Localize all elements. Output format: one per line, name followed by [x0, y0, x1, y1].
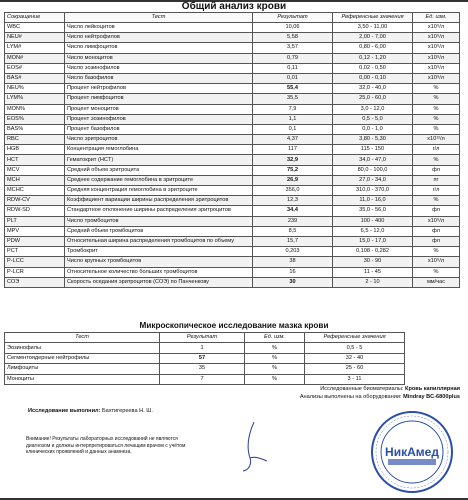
cell-ref: 100 - 400	[333, 216, 413, 226]
micro-cell-result: 35	[160, 364, 245, 374]
table-row	[5, 216, 460, 226]
cell-ref: 32,0 - 40,0	[333, 84, 413, 94]
cell-abbr: BAS#	[5, 73, 65, 83]
cell-abbr: EOS#	[5, 63, 65, 73]
micro-cell-unit: %	[245, 374, 305, 384]
biomaterial-value: Кровь капиллярная	[405, 386, 460, 392]
cell-abbr: PCT	[5, 247, 65, 257]
cell-unit: x10⁹/л	[413, 33, 460, 43]
table-row	[5, 155, 460, 165]
cell-abbr: PLT	[5, 216, 65, 226]
cell-unit: г/л	[413, 186, 460, 196]
cell-abbr: MCH	[5, 175, 65, 185]
micro-header-result: Результат	[160, 333, 245, 343]
table-row	[5, 94, 460, 104]
cell-abbr: MCV	[5, 165, 65, 175]
cell-ref: 0,00 - 0,10	[333, 73, 413, 83]
cell-unit: фл	[413, 165, 460, 175]
report-title: Общий анализ крови	[181, 1, 287, 12]
cell-ref: 2,00 - 7,00	[333, 33, 413, 43]
cell-test: Процент моноцитов	[65, 104, 253, 114]
cell-abbr: MON#	[5, 53, 65, 63]
cell-result: 32,9	[253, 155, 333, 165]
cell-abbr: MPV	[5, 226, 65, 236]
blood-test-table	[4, 12, 460, 288]
cell-unit: x10¹²/л	[413, 135, 460, 145]
cell-abbr: СОЭ	[5, 277, 65, 287]
cell-unit: x10⁹/л	[413, 73, 460, 83]
cell-abbr: HGB	[5, 145, 65, 155]
cell-result: 7,9	[253, 104, 333, 114]
notice-line-1: Внимание! Результаты лабораторных исследований не являются	[26, 436, 178, 442]
cell-ref: 310,0 - 370,0	[333, 186, 413, 196]
cell-ref: 11 - 45	[333, 267, 413, 277]
cell-result: 356,0	[253, 186, 333, 196]
cell-ref: 30 - 90	[333, 257, 413, 267]
micro-row	[5, 343, 405, 353]
micro-row	[5, 353, 405, 363]
cell-test: Средний объем эритроцита	[65, 165, 253, 175]
cell-abbr: LYM#	[5, 43, 65, 53]
cell-unit: фл	[413, 206, 460, 216]
cell-abbr: BAS%	[5, 124, 65, 134]
header-unit: Ед. изм.	[413, 13, 460, 23]
cell-abbr: EOS%	[5, 114, 65, 124]
cell-test: Концентрация гемоглобина	[65, 145, 253, 155]
cell-test: Процент базофилов	[65, 124, 253, 134]
cell-unit: x10⁹/л	[413, 63, 460, 73]
cell-ref: 0,02 - 0,50	[333, 63, 413, 73]
cell-test: Средняя концентрация гемоглобина в эритроците	[65, 186, 253, 196]
cell-result: 0,01	[253, 73, 333, 83]
biomaterial-line	[320, 386, 460, 392]
cell-abbr: WBC	[5, 23, 65, 33]
table-row	[5, 23, 460, 33]
cell-abbr: P-LCR	[5, 267, 65, 277]
table-row	[5, 73, 460, 83]
cell-test: Число эритроцитов	[65, 135, 253, 145]
stamp-logo-text: НикАмед	[385, 445, 439, 459]
cell-abbr: P-LCC	[5, 257, 65, 267]
cell-test: Тромбокрит	[65, 247, 253, 257]
micro-cell-result: 57	[160, 353, 245, 363]
table-row	[5, 267, 460, 277]
table-row	[5, 104, 460, 114]
cell-abbr: HCT	[5, 155, 65, 165]
table-row	[5, 226, 460, 236]
notice-block	[26, 436, 185, 456]
table-row	[5, 175, 460, 185]
micro-row	[5, 364, 405, 374]
cell-test: Процент эозинофилов	[65, 114, 253, 124]
cell-test: Число лимфоцитов	[65, 43, 253, 53]
cell-result: 3,57	[253, 43, 333, 53]
cell-unit: %	[413, 84, 460, 94]
cell-result: 0,79	[253, 53, 333, 63]
cell-result: 26,9	[253, 175, 333, 185]
table-row	[5, 145, 460, 155]
performer-line	[28, 408, 153, 414]
header-test: Тест	[65, 13, 253, 23]
cell-test: Коэффициент вариации ширины распределения эритроцитов	[65, 196, 253, 206]
microscopy-table	[4, 332, 405, 385]
cell-result: 35,5	[253, 94, 333, 104]
cell-test: Стандартное отклонение ширины распределения эритроцитов	[65, 206, 253, 216]
cell-unit: x10⁹/л	[413, 216, 460, 226]
cell-result: 0,203	[253, 247, 333, 257]
table-row	[5, 277, 460, 287]
table-row	[5, 114, 460, 124]
micro-header-unit: Ед. изм.	[245, 333, 305, 343]
cell-result: 0,1	[253, 124, 333, 134]
table-row	[5, 196, 460, 206]
cell-unit: x10⁹/л	[413, 257, 460, 267]
cell-result: 10,06	[253, 23, 333, 33]
cell-result: 38	[253, 257, 333, 267]
micro-cell-result: 7	[160, 374, 245, 384]
micro-cell-result: 1	[160, 343, 245, 353]
cell-test: Число нейтрофилов	[65, 33, 253, 43]
cell-abbr: MON%	[5, 104, 65, 114]
cell-ref: 2 - 10	[333, 277, 413, 287]
cell-test: Число крупных тромбоцитов	[65, 257, 253, 267]
cell-test: Относительное количество больших тромбоцитов	[65, 267, 253, 277]
cell-result: 12,3	[253, 196, 333, 206]
cell-test: Средний объем тромбоцитов	[65, 226, 253, 236]
table-row	[5, 165, 460, 175]
micro-cell-ref: 25 - 60	[305, 364, 405, 374]
micro-cell-unit: %	[245, 364, 305, 374]
micro-cell-unit: %	[245, 343, 305, 353]
cell-result: 55,4	[253, 84, 333, 94]
cell-abbr: NEU%	[5, 84, 65, 94]
cell-ref: 0,12 - 1,20	[333, 53, 413, 63]
cell-abbr: RDW-CV	[5, 196, 65, 206]
cell-ref: 80,0 - 100,0	[333, 165, 413, 175]
micro-header-row	[5, 333, 405, 343]
cell-test: Число лейкоцитов	[65, 23, 253, 33]
microscopy-title: Микроскопическое исследование мазка крови	[139, 321, 329, 330]
cell-abbr: RDW-SD	[5, 206, 65, 216]
cell-ref: 34,0 - 47,0	[333, 155, 413, 165]
cell-test: Процент нейтрофилов	[65, 84, 253, 94]
cell-test: Относительная ширина распределения тромбоцитов по объему	[65, 236, 253, 246]
cell-unit: %	[413, 114, 460, 124]
micro-cell-test: Лимфоциты	[5, 364, 160, 374]
table-row	[5, 206, 460, 216]
cell-unit: x10⁹/л	[413, 53, 460, 63]
table-row	[5, 236, 460, 246]
micro-cell-test: Сегментоядерные нейтрофилы	[5, 353, 160, 363]
header-abbr: Сокращение	[5, 13, 65, 23]
cell-unit: x10⁹/л	[413, 23, 460, 33]
cell-result: 239	[253, 216, 333, 226]
cell-abbr: PDW	[5, 236, 65, 246]
micro-cell-test: Моноциты	[5, 374, 160, 384]
cell-unit: мм/час	[413, 277, 460, 287]
cell-test: Число тромбоцитов	[65, 216, 253, 226]
cell-result: 4,37	[253, 135, 333, 145]
table-row	[5, 186, 460, 196]
table-row	[5, 135, 460, 145]
cell-ref: 6,5 - 12,0	[333, 226, 413, 236]
cell-result: 8,5	[253, 226, 333, 236]
table-row	[5, 84, 460, 94]
table-row	[5, 53, 460, 63]
cell-unit: г/л	[413, 145, 460, 155]
micro-header-ref: Референсные значения	[305, 333, 405, 343]
cell-ref: 0,5 - 5,0	[333, 114, 413, 124]
cell-unit: %	[413, 247, 460, 257]
cell-unit: %	[413, 196, 460, 206]
cell-unit: пг	[413, 175, 460, 185]
clinic-stamp-image	[370, 410, 454, 494]
table-row	[5, 247, 460, 257]
cell-unit: x10⁹/л	[413, 43, 460, 53]
table-row	[5, 124, 460, 134]
micro-cell-ref: 3 - 11	[305, 374, 405, 384]
cell-result: 117	[253, 145, 333, 155]
table-row	[5, 257, 460, 267]
biomaterial-label: Исследованные биоматериалы:	[320, 386, 404, 392]
cell-ref: 3,50 - 11,00	[333, 23, 413, 33]
table-row	[5, 43, 460, 53]
cell-result: 0,11	[253, 63, 333, 73]
cell-unit: фл	[413, 226, 460, 236]
cell-abbr: NEU#	[5, 33, 65, 43]
cell-ref: 11,0 - 16,0	[333, 196, 413, 206]
micro-cell-ref: 0,5 - 5	[305, 343, 405, 353]
cell-unit: %	[413, 104, 460, 114]
table-header-row	[5, 13, 460, 23]
cell-test: Гематокрит (HCT)	[65, 155, 253, 165]
notice-line-3: клинических проявлений и данных анамнеза.	[26, 449, 132, 455]
cell-unit: %	[413, 94, 460, 104]
micro-cell-unit: %	[245, 353, 305, 363]
cell-result: 75,2	[253, 165, 333, 175]
cell-test: Число эозинофилов	[65, 63, 253, 73]
cell-ref: 115 - 150	[333, 145, 413, 155]
cell-result: 30	[253, 277, 333, 287]
cell-abbr: LYM%	[5, 94, 65, 104]
micro-cell-test: Эозинофилы	[5, 343, 160, 353]
cell-result: 16	[253, 267, 333, 277]
cell-ref: 15,0 - 17,0	[333, 236, 413, 246]
micro-cell-ref: 32 - 40	[305, 353, 405, 363]
cell-test: Число моноцитов	[65, 53, 253, 63]
cell-test: Среднее содержание гемоглобина в эритроците	[65, 175, 253, 185]
cell-result: 15,7	[253, 236, 333, 246]
signature-image	[240, 418, 270, 473]
cell-ref: 0,108 - 0,282	[333, 247, 413, 257]
performer-value: Бахтигереева Н. Ш.	[101, 408, 153, 414]
notice-line-2: диагнозом и должны интерпретироваться лечащим врачом с учётом	[26, 442, 186, 449]
cell-test: Скорость оседания эритроцитов (СОЭ) по Панченкову	[65, 277, 253, 287]
cell-ref: 0,80 - 6,00	[333, 43, 413, 53]
equipment-value: Mindray BC-6800plus	[403, 394, 460, 400]
cell-test: Процент лимфоцитов	[65, 94, 253, 104]
cell-ref: 0,0 - 1,0	[333, 124, 413, 134]
equipment-line	[300, 394, 460, 400]
cell-result: 5,58	[253, 33, 333, 43]
cell-ref: 25,0 - 60,0	[333, 94, 413, 104]
table-row	[5, 63, 460, 73]
cell-test: Число базофилов	[65, 73, 253, 83]
cell-unit: %	[413, 124, 460, 134]
performer-label: Исследование выполнил:	[28, 408, 101, 414]
table-row	[5, 33, 460, 43]
cell-unit: фл	[413, 236, 460, 246]
cell-unit: %	[413, 267, 460, 277]
cell-result: 1,1	[253, 114, 333, 124]
cell-unit: %	[413, 155, 460, 165]
cell-result: 34,4	[253, 206, 333, 216]
cell-abbr: MCHC	[5, 186, 65, 196]
cell-ref: 3,80 - 5,30	[333, 135, 413, 145]
cell-abbr: RBC	[5, 135, 65, 145]
micro-row	[5, 374, 405, 384]
equipment-label: Анализы выполнены на оборудовании:	[299, 394, 402, 400]
cell-ref: 27,0 - 34,0	[333, 175, 413, 185]
cell-ref: 35,0 - 56,0	[333, 206, 413, 216]
header-ref: Референсные значения	[333, 13, 413, 23]
micro-header-test: Тест	[5, 333, 160, 343]
cell-ref: 3,0 - 12,0	[333, 104, 413, 114]
header-result: Результат	[253, 13, 333, 23]
